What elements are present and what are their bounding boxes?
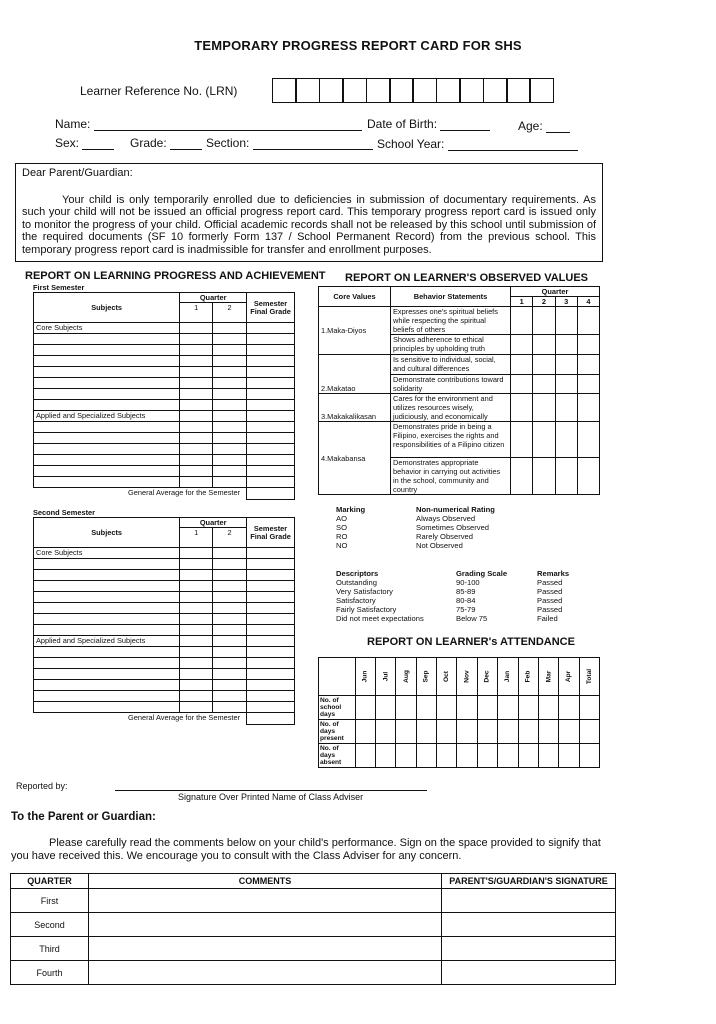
lrn-input-boxes[interactable] xyxy=(272,78,553,103)
vq2-header: 2 xyxy=(533,297,555,307)
values-table xyxy=(318,286,600,495)
sex-field[interactable] xyxy=(55,136,114,150)
marking-code: SO xyxy=(336,523,347,532)
descriptor: Outstanding xyxy=(336,578,377,587)
letter-body: Your child is only temporarily enrolled due to deficiencies in submission of documentary requirements. As such your child will not be issued an official progress report card. This temporary progress report card is issued only to monitor the progress of your child. Official academic records shall not be released by this school until submission of the required documents (SF 10 formerly Form 137 / School Permanent Record) from the previous school. This temporary progress report card is inadmissible for transfer and enrollment purposes. xyxy=(22,193,596,256)
descriptor: Very Satisfactory xyxy=(336,587,393,596)
table-row[interactable] xyxy=(34,466,295,477)
lrn-digit-box[interactable] xyxy=(389,78,414,103)
quarter-label: Second xyxy=(11,913,89,937)
gen-avg-label: General Average for the Semester xyxy=(128,713,241,722)
table-row[interactable] xyxy=(34,680,295,691)
signature-cell[interactable] xyxy=(442,913,616,937)
behavior-statement: Shows adherence to ethical principles by upholding truth xyxy=(391,335,511,355)
notice-letter xyxy=(15,163,603,262)
lrn-digit-box[interactable] xyxy=(412,78,437,103)
school-year-label: School Year: xyxy=(377,137,445,151)
comments-table xyxy=(10,873,616,985)
name-line[interactable] xyxy=(94,130,362,131)
attendance-table xyxy=(318,657,600,768)
descriptors-legend xyxy=(336,569,569,623)
table-row[interactable] xyxy=(34,625,295,636)
table-row xyxy=(11,889,616,913)
values-quarter-header: Quarter xyxy=(511,287,600,297)
q1-header: 1 xyxy=(180,528,213,548)
table-row[interactable] xyxy=(34,444,295,455)
sex-line[interactable] xyxy=(82,149,114,150)
lrn-digit-box[interactable] xyxy=(529,78,554,103)
month-header: Jun xyxy=(361,670,369,683)
core-subjects-label: Core Subjects xyxy=(34,548,180,559)
table-row[interactable] xyxy=(34,345,295,356)
applied-subjects-label: Applied and Specialized Subjects xyxy=(34,636,180,647)
remark: Failed xyxy=(537,614,558,623)
dob-label: Date of Birth: xyxy=(367,117,438,131)
quarter-label: Third xyxy=(11,937,89,961)
month-header: Nov xyxy=(463,670,471,683)
month-header: Oct xyxy=(443,671,451,682)
month-header: Jul xyxy=(382,671,390,682)
comment-cell[interactable] xyxy=(89,913,442,937)
learning-heading: REPORT ON LEARNING PROGRESS AND ACHIEVEMENT xyxy=(25,270,326,282)
behavior-statement: Expresses one's spiritual beliefs while respecting the spiritual beliefs of others xyxy=(391,307,511,335)
signature-cell[interactable] xyxy=(442,889,616,913)
parent-heading: To the Parent or Guardian: xyxy=(11,811,156,823)
month-header: Total xyxy=(585,668,593,685)
dob-line[interactable] xyxy=(440,130,490,131)
lrn-digit-box[interactable] xyxy=(272,78,297,103)
second-semester-label: Second Semester xyxy=(33,508,96,517)
final-grade-header: Semester Final Grade xyxy=(247,518,295,548)
behavior-statement: Demonstrates pride in being a Filipino, exercises the rights and responsibilities of a Filipino citizen xyxy=(391,422,511,458)
marking-code: AO xyxy=(336,514,347,523)
subjects-header: Subjects xyxy=(34,293,180,323)
marking-desc: Sometimes Observed xyxy=(416,523,490,532)
vq3-header: 3 xyxy=(555,297,577,307)
behavior-statement: Cares for the environment and utilizes resources wisely, judiciously, and economically xyxy=(391,394,511,422)
table-row[interactable] xyxy=(34,433,295,444)
behavior-statement: Is sensitive to individual, social, and cultural differences xyxy=(391,355,511,375)
table-row[interactable] xyxy=(34,477,295,488)
applied-subjects-label: Applied and Specialized Subjects xyxy=(34,411,180,422)
first-semester-table xyxy=(33,292,295,500)
table-row[interactable] xyxy=(34,570,295,581)
table-row[interactable] xyxy=(34,422,295,433)
descriptor: Satisfactory xyxy=(336,596,376,605)
age-field[interactable] xyxy=(518,119,570,133)
marking-desc: Not Observed xyxy=(416,541,463,550)
age-line[interactable] xyxy=(546,132,570,133)
values-heading: REPORT ON LEARNER'S OBSERVED VALUES xyxy=(345,272,589,284)
subjects-header: Subjects xyxy=(34,518,180,548)
month-header: Dec xyxy=(483,670,491,683)
vq1-header: 1 xyxy=(511,297,533,307)
month-header: Mar xyxy=(545,670,553,683)
table-row[interactable] xyxy=(34,367,295,378)
gen-avg-label: General Average for the Semester xyxy=(128,488,241,497)
attendance-row-label: No. of days present xyxy=(319,720,356,744)
grading-scale: Below 75 xyxy=(456,614,488,623)
lrn-digit-box[interactable] xyxy=(319,78,344,103)
lrn-digit-box[interactable] xyxy=(483,78,508,103)
table-row[interactable] xyxy=(34,400,295,411)
age-label: Age: xyxy=(518,119,543,133)
grading-scale: 75-79 xyxy=(456,605,476,614)
table-row[interactable] xyxy=(34,702,295,713)
grade-line[interactable] xyxy=(170,149,202,150)
grading-scale: 85-89 xyxy=(456,587,476,596)
lrn-label: Learner Reference No. (LRN) xyxy=(80,84,238,98)
table-row[interactable] xyxy=(34,581,295,592)
table-row[interactable] xyxy=(34,669,295,680)
grade-field[interactable] xyxy=(130,136,202,150)
behavior-statement: Demonstrate contributions toward solidarity xyxy=(391,375,511,394)
marking-desc: Rarely Observed xyxy=(416,532,473,541)
table-row[interactable] xyxy=(34,691,295,702)
table-row[interactable] xyxy=(34,455,295,466)
month-header: Sep xyxy=(422,670,430,683)
table-row[interactable] xyxy=(34,658,295,669)
descriptor: Did not meet expectations xyxy=(336,614,424,623)
quarter-col-header: QUARTER xyxy=(11,874,89,889)
table-row[interactable] xyxy=(34,559,295,570)
marking-legend xyxy=(336,505,495,550)
remarks-header: Remarks xyxy=(537,569,570,578)
month-header: Aug xyxy=(402,670,410,683)
lrn-digit-box[interactable] xyxy=(459,78,484,103)
sex-label: Sex: xyxy=(55,136,80,150)
table-row[interactable] xyxy=(34,378,295,389)
grading-scale: 80-84 xyxy=(456,596,476,605)
core-value-label: 3.Makakalikasan xyxy=(319,394,391,422)
table-row[interactable] xyxy=(34,603,295,614)
signature-cell[interactable] xyxy=(442,961,616,985)
month-header: Feb xyxy=(524,670,532,683)
final-grade-header: Semester Final Grade xyxy=(247,293,295,323)
lrn-digit-box[interactable] xyxy=(506,78,531,103)
name-label: Name: xyxy=(55,117,91,131)
remark: Passed xyxy=(537,578,563,587)
table-row[interactable] xyxy=(34,356,295,367)
table-row[interactable] xyxy=(34,614,295,625)
quarter-label: Fourth xyxy=(11,961,89,985)
table-row[interactable] xyxy=(34,647,295,658)
core-values-header: Core Values xyxy=(319,287,391,307)
attendance-row-label: No. of school days xyxy=(319,696,356,720)
section-line[interactable] xyxy=(253,149,373,150)
gen-avg-cell[interactable] xyxy=(247,713,295,725)
quarter-header: Quarter xyxy=(180,518,247,528)
school-year-field[interactable] xyxy=(377,137,578,151)
comment-cell[interactable] xyxy=(89,889,442,913)
remark: Passed xyxy=(537,587,563,596)
grade-label: Grade: xyxy=(130,136,167,150)
quarter-label: First xyxy=(11,889,89,913)
grading-scale-header: Grading Scale xyxy=(456,569,508,578)
table-row[interactable] xyxy=(34,592,295,603)
descriptor: Fairly Satisfactory xyxy=(336,605,397,614)
lrn-digit-box[interactable] xyxy=(342,78,367,103)
school-year-line[interactable] xyxy=(448,150,578,151)
table-row xyxy=(11,913,616,937)
marking-desc: Always Observed xyxy=(416,514,476,523)
table-row[interactable] xyxy=(34,389,295,400)
comments-col-header: COMMENTS xyxy=(89,874,442,889)
behavior-header: Behavior Statements xyxy=(391,287,511,307)
comment-cell[interactable] xyxy=(89,961,442,985)
quarter-header: Quarter xyxy=(180,293,247,303)
core-value-label: 4.Makabansa xyxy=(319,422,391,495)
section-label: Section: xyxy=(206,136,250,150)
adviser-signature-line[interactable] xyxy=(115,790,427,791)
page-title: TEMPORARY PROGRESS REPORT CARD FOR SHS xyxy=(194,38,522,53)
reported-by-label: Reported by: xyxy=(16,781,68,791)
lrn-digit-box[interactable] xyxy=(366,78,391,103)
behavior-statement: Demonstrates appropriate behavior in carrying out activities in the school, community and country xyxy=(391,458,511,495)
lrn-digit-box[interactable] xyxy=(436,78,461,103)
section-field[interactable] xyxy=(206,136,373,150)
signature-caption: Signature Over Printed Name of Class Adviser xyxy=(178,792,364,802)
dob-field[interactable] xyxy=(367,117,490,131)
marking-code: RO xyxy=(336,532,348,541)
second-semester-table xyxy=(33,517,295,725)
marking-header: Marking xyxy=(336,505,366,514)
vq4-header: 4 xyxy=(577,297,599,307)
table-row[interactable] xyxy=(34,334,295,345)
remark: Passed xyxy=(537,596,563,605)
lrn-digit-box[interactable] xyxy=(295,78,320,103)
remark: Passed xyxy=(537,605,563,614)
parent-instructions: Please carefully read the comments below on your child's performance. Sign on the space provided to signify that you have received this. We encourage you to consult with the Class Adviser for any concern. xyxy=(11,837,601,862)
table-row xyxy=(11,937,616,961)
first-semester-label: First Semester xyxy=(33,283,85,292)
rating-header: Non-numerical Rating xyxy=(416,505,495,514)
q1-header: 1 xyxy=(180,303,213,323)
signature-cell[interactable] xyxy=(442,937,616,961)
attendance-row-label: No. of days absent xyxy=(319,744,356,768)
core-subjects-label: Core Subjects xyxy=(34,323,180,334)
gen-avg-cell[interactable] xyxy=(247,488,295,500)
attendance-heading: REPORT ON LEARNER's ATTENDANCE xyxy=(367,636,575,648)
name-field[interactable] xyxy=(55,117,362,131)
descriptors-header: Descriptors xyxy=(336,569,379,578)
letter-greeting: Dear Parent/Guardian: xyxy=(22,167,133,179)
month-header: Apr xyxy=(565,670,573,683)
marking-code: NO xyxy=(336,541,348,550)
q2-header: 2 xyxy=(213,303,247,323)
comment-cell[interactable] xyxy=(89,937,442,961)
core-value-label: 2.Makatao xyxy=(319,355,391,394)
signature-col-header: PARENT'S/GUARDIAN'S SIGNATURE xyxy=(442,874,616,889)
q2-header: 2 xyxy=(213,528,247,548)
month-header: Jan xyxy=(504,670,512,683)
grading-scale: 90-100 xyxy=(456,578,480,587)
core-value-label: 1.Maka-Diyos xyxy=(319,307,391,355)
table-row xyxy=(11,961,616,985)
